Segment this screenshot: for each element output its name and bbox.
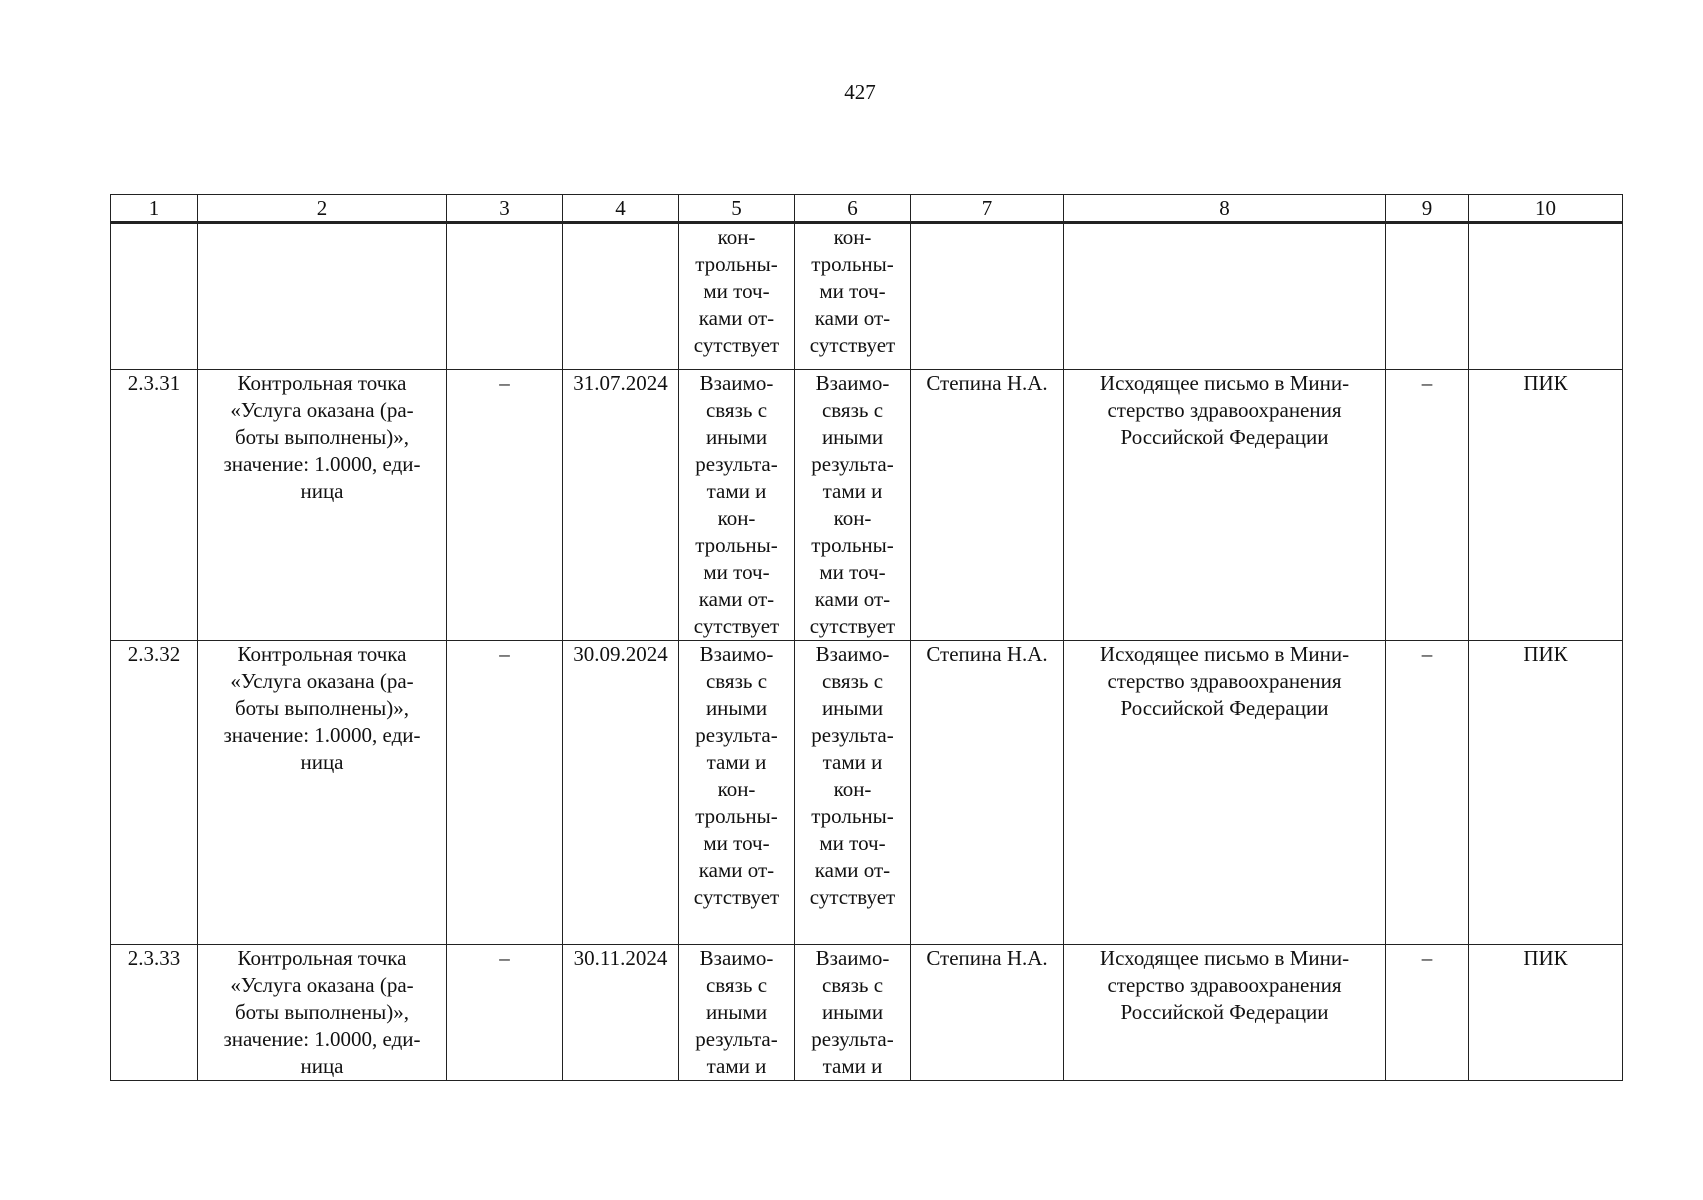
cell-line: боты выполнены)», [234,696,410,720]
cell-line: Исходящее письмо в Мини- [1099,946,1350,970]
row-col-9: – [1386,641,1469,945]
cell-line: Взаимо- [699,946,774,970]
cell-line: тами и [822,1054,883,1078]
row-col-10: ПИК [1469,370,1623,641]
cont-col-7 [911,223,1064,370]
header-col-4: 4 [563,195,679,223]
cell-line: ница [300,750,344,774]
cell-line: иными [821,425,884,449]
row-col-3: – [447,370,563,641]
row-name [198,370,447,641]
header-col-2: 2 [198,195,447,223]
cell-line: связь с [821,973,884,997]
cell-line: значение: 1.0000, еди- [223,452,421,476]
cell-line: связь с [705,669,768,693]
cell-line: боты выполнены)», [234,425,410,449]
cell-line: ками от- [814,858,891,882]
cell-line: «Услуга оказана (ра- [230,669,414,693]
cell-line: Взаимо- [699,371,774,395]
cont-col-2 [198,223,447,370]
row-col-5 [679,945,795,1081]
cell-line: сутствует [809,333,896,357]
cell-line: ками от- [698,587,775,611]
cell-line: связь с [705,398,768,422]
cell-line: ками от- [814,306,891,330]
cell-line: результа- [811,452,894,476]
row-date: 30.11.2024 [563,945,679,1081]
row-number: 2.3.31 [111,370,198,641]
row-document [1064,370,1386,641]
cell-line: стерство здравоохранения [1107,669,1342,693]
table-row [111,641,1623,945]
cell-line: тами и [706,1054,767,1078]
cell-line: Российской Федерации [1120,1000,1329,1024]
header-col-6: 6 [795,195,911,223]
page-number: 427 [844,80,876,104]
cont-col-6 [795,223,911,370]
cell-line: иными [821,1000,884,1024]
row-col-3: – [447,641,563,945]
cell-line: Контрольная точка [237,642,407,666]
cell-line: ница [300,479,344,503]
header-col-9: 9 [1386,195,1469,223]
row-col-5 [679,641,795,945]
header-col-7: 7 [911,195,1064,223]
row-col-6 [795,641,911,945]
row-document [1064,945,1386,1081]
row-col-9: – [1386,370,1469,641]
row-name [198,945,447,1081]
cell-line: трольны- [811,804,894,828]
row-col-10: ПИК [1469,945,1623,1081]
cell-line: сутствует [809,885,896,909]
cell-line: значение: 1.0000, еди- [223,1027,421,1051]
row-col-6 [795,945,911,1081]
cell-line: стерство здравоохранения [1107,973,1342,997]
cont-col-10 [1469,223,1623,370]
row-number: 2.3.32 [111,641,198,945]
plan-table [110,194,1623,1081]
continuation-row [111,223,1623,370]
cell-line: ми точ- [819,560,886,584]
cell-line: ками от- [814,587,891,611]
cell-line: кон- [717,225,756,249]
cell-line: ми точ- [703,831,770,855]
cont-col-4 [563,223,679,370]
cell-line: тами и [822,479,883,503]
row-name [198,641,447,945]
cell-line: ками от- [698,306,775,330]
header-col-8: 8 [1064,195,1386,223]
header-col-5: 5 [679,195,795,223]
cell-line: иными [705,696,768,720]
cell-line: сутствует [809,614,896,638]
cell-line: Взаимо- [699,642,774,666]
cont-col-1 [111,223,198,370]
cell-line: результа- [695,1027,778,1051]
row-responsible: Степина Н.А. [911,945,1064,1081]
cell-line: иными [705,425,768,449]
header-col-3: 3 [447,195,563,223]
cell-line: сутствует [693,333,780,357]
row-col-9: – [1386,945,1469,1081]
cell-line: Взаимо- [815,946,890,970]
row-col-10: ПИК [1469,641,1623,945]
header-row [111,195,1623,223]
cont-col-8 [1064,223,1386,370]
row-col-5 [679,370,795,641]
cell-line: «Услуга оказана (ра- [230,973,414,997]
cell-line: боты выполнены)», [234,1000,410,1024]
cell-line: кон- [833,225,872,249]
cell-line: трольны- [811,252,894,276]
cell-line: результа- [811,723,894,747]
cell-line: значение: 1.0000, еди- [223,723,421,747]
cell-line: тами и [822,750,883,774]
row-document [1064,641,1386,945]
cell-line: результа- [811,1027,894,1051]
cell-line: ками от- [698,858,775,882]
cell-line: Контрольная точка [237,946,407,970]
cont-col-9 [1386,223,1469,370]
header-col-10: 10 [1469,195,1623,223]
cell-line: тами и [706,479,767,503]
row-responsible: Степина Н.А. [911,370,1064,641]
row-number: 2.3.33 [111,945,198,1081]
cell-line: Исходящее письмо в Мини- [1099,371,1350,395]
cell-line: тами и [706,750,767,774]
cell-line: ми точ- [703,560,770,584]
cell-line: кон- [833,777,872,801]
header-col-1: 1 [111,195,198,223]
cell-line: Взаимо- [815,371,890,395]
cell-line: Исходящее письмо в Мини- [1099,642,1350,666]
cell-line: ми точ- [819,831,886,855]
cell-line: кон- [833,506,872,530]
cell-line: ми точ- [703,279,770,303]
row-col-3: – [447,945,563,1081]
cell-line: связь с [821,669,884,693]
cell-line: кон- [717,506,756,530]
row-col-6 [795,370,911,641]
cell-line: кон- [717,777,756,801]
cell-line: Российской Федерации [1120,696,1329,720]
cell-line: трольны- [695,252,778,276]
table-row [111,945,1623,1081]
row-date: 30.09.2024 [563,641,679,945]
cell-line: связь с [705,973,768,997]
cell-line: ница [300,1054,344,1078]
row-date: 31.07.2024 [563,370,679,641]
cell-line: стерство здравоохранения [1107,398,1342,422]
cell-line: результа- [695,723,778,747]
table-row [111,370,1623,641]
cont-col-5 [679,223,795,370]
cell-line: Контрольная точка [237,371,407,395]
cell-line: трольны- [811,533,894,557]
cell-line: сутствует [693,885,780,909]
row-responsible: Степина Н.А. [911,641,1064,945]
cell-line: иными [821,696,884,720]
cell-line: «Услуга оказана (ра- [230,398,414,422]
cell-line: трольны- [695,533,778,557]
cell-line: иными [705,1000,768,1024]
cell-line: трольны- [695,804,778,828]
cell-line: сутствует [693,614,780,638]
cell-line: Взаимо- [815,642,890,666]
cell-line: ми точ- [819,279,886,303]
cell-line: Российской Федерации [1120,425,1329,449]
cell-line: связь с [821,398,884,422]
cont-col-3 [447,223,563,370]
cell-line: результа- [695,452,778,476]
